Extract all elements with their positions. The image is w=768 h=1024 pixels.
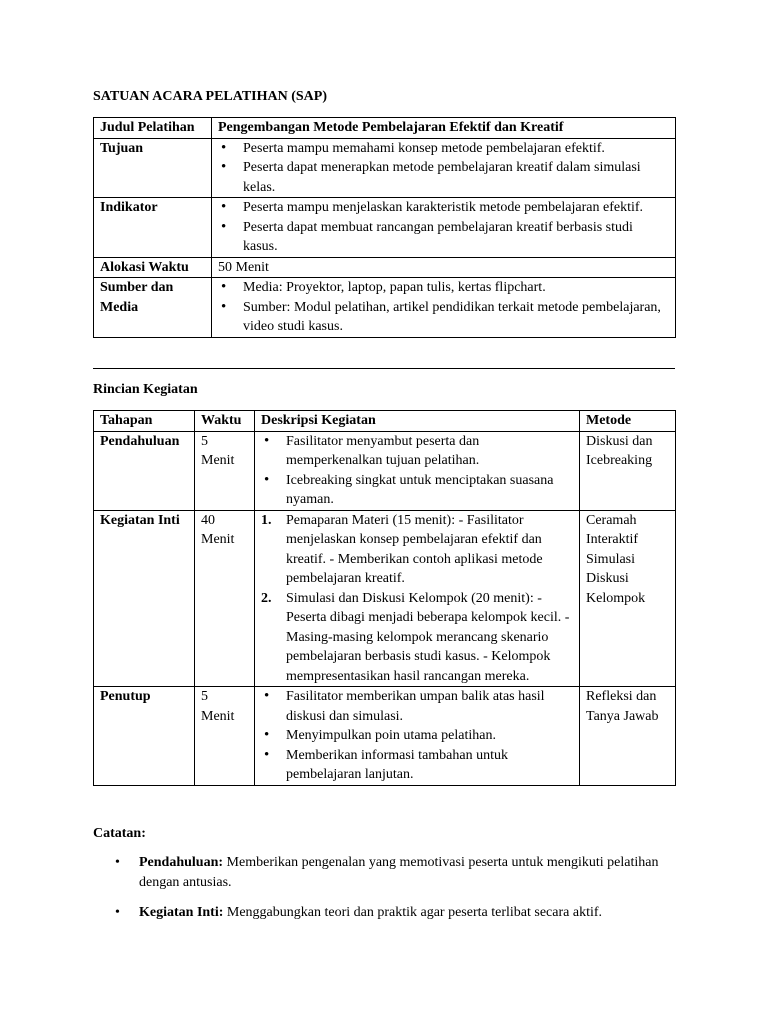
tahapan-cell: Pendahuluan <box>94 431 195 510</box>
training-info-table <box>93 117 676 338</box>
note-item <box>93 853 675 893</box>
waktu-unit: Menit <box>201 708 235 724</box>
sumber-item: • Sumber: Modul pelatihan, artikel pendidikan terkait metode pembelajaran, video studi kasus. <box>218 298 669 337</box>
header-deskripsi: Deskripsi Kegiatan <box>255 411 580 432</box>
section-title: Rincian Kegiatan <box>93 382 198 397</box>
waktu-number: 40 <box>201 512 215 528</box>
metode-line: Diskusi <box>586 571 629 586</box>
tujuan-label: Tujuan <box>94 138 212 198</box>
info-row-tujuan <box>94 138 676 198</box>
metode-line: Ceramah <box>586 512 637 528</box>
alokasi-value: 50 Menit <box>212 257 676 278</box>
sumber-list <box>218 278 669 337</box>
waktu-cell <box>195 510 255 687</box>
note-label: Pendahuluan: <box>139 855 224 870</box>
header-waktu: Waktu <box>195 411 255 432</box>
indikator-item: • Peserta mampu menjelaskan karakteristik metode pembelajaran efektif. <box>218 198 669 218</box>
tujuan-list <box>218 139 669 198</box>
note-label: Kegiatan Inti: <box>139 905 224 920</box>
activity-header-row <box>94 411 676 432</box>
indikator-list <box>218 198 669 257</box>
deskripsi-item: • Fasilitator menyambut peserta dan memperkenalkan tujuan pelatihan. <box>261 432 573 471</box>
sumber-item: • Media: Proyektor, laptop, papan tulis, kertas flipchart. <box>218 278 669 298</box>
item-number: 2. <box>261 590 272 606</box>
deskripsi-item: • Menyimpulkan poin utama pelatihan. <box>261 726 573 746</box>
waktu-cell <box>195 687 255 786</box>
deskripsi-cell <box>255 687 580 786</box>
judul-label: Judul Pelatihan <box>94 118 212 139</box>
info-row-indikator <box>94 198 676 258</box>
tahapan-cell: Kegiatan Inti <box>94 510 195 687</box>
deskripsi-item: • Icebreaking singkat untuk menciptakan suasana nyaman. <box>261 471 573 510</box>
waktu-cell <box>195 431 255 510</box>
activity-row-penutup <box>94 687 676 786</box>
activity-table <box>93 410 676 786</box>
deskripsi-numbered-list <box>261 511 573 687</box>
header-metode: Metode <box>580 411 676 432</box>
waktu-unit: Menit <box>201 453 235 468</box>
deskripsi-cell <box>255 510 580 687</box>
metode-cell: Refleksi dan Tanya Jawab <box>580 687 676 786</box>
deskripsi-numbered-item <box>261 589 573 687</box>
metode-line: Interaktif <box>586 532 639 547</box>
indikator-item: • Peserta dapat membuat rancangan pembelajaran kreatif berbasis studi kasus. <box>218 218 669 257</box>
metode-cell: Diskusi dan Icebreaking <box>580 431 676 510</box>
metode-line: Simulasi <box>586 551 636 567</box>
item-text: Simulasi dan Diskusi Kelompok (20 menit): - Peserta dibagi menjadi beberapa kelompok kecil. - Masing-masing kelompok merancang skenario pembelajaran berbasis studi kasus. - Kelompok mempresentasikan hasil rancangan mereka. <box>286 590 570 684</box>
info-row-alokasi <box>94 257 676 278</box>
deskripsi-item: • Fasilitator memberikan umpan balik atas hasil diskusi dan simulasi. <box>261 687 573 726</box>
waktu-number: 5 <box>201 433 208 449</box>
info-row-sumber <box>94 278 676 338</box>
info-row-judul <box>94 118 676 139</box>
deskripsi-item: • Memberikan informasi tambahan untuk pembelajaran lanjutan. <box>261 746 573 785</box>
alokasi-label: Alokasi Waktu <box>94 257 212 278</box>
deskripsi-list <box>261 687 573 785</box>
activity-row-pendahuluan <box>94 431 676 510</box>
tujuan-item: • Peserta dapat menerapkan metode pembelajaran kreatif dalam simulasi kelas. <box>218 158 669 197</box>
waktu-number: 5 <box>201 689 208 704</box>
header-tahapan: Tahapan <box>94 411 195 432</box>
sumber-label: Sumber dan Media <box>94 278 212 338</box>
note-item <box>93 903 675 923</box>
judul-value: Pengembangan Metode Pembelajaran Efektif dan Kreatif <box>212 118 676 139</box>
deskripsi-cell <box>255 431 580 510</box>
indikator-label: Indikator <box>94 198 212 258</box>
note-text: Memberikan pengenalan yang memotivasi peserta untuk mengikuti pelatihan dengan antusias. <box>139 855 659 890</box>
notes-list <box>93 853 675 933</box>
metode-line: Kelompok <box>586 590 646 606</box>
horizontal-divider <box>93 368 675 369</box>
metode-cell <box>580 510 676 687</box>
tahapan-cell: Penutup <box>94 687 195 786</box>
deskripsi-numbered-item <box>261 511 573 589</box>
item-number: 1. <box>261 512 272 528</box>
activity-row-kegiatan-inti <box>94 510 676 687</box>
deskripsi-list <box>261 432 573 510</box>
tujuan-item: • Peserta mampu memahami konsep metode pembelajaran efektif. <box>218 139 669 159</box>
note-text: Menggabungkan teori dan praktik agar peserta terlibat secara aktif. <box>223 905 603 920</box>
waktu-unit: Menit <box>201 532 235 547</box>
notes-title: Catatan: <box>93 826 146 841</box>
document-title: SATUAN ACARA PELATIHAN (SAP) <box>93 89 328 104</box>
item-text: Pemaparan Materi (15 menit): - Fasilitator menjelaskan konsep pembelajaran efektif dan kreatif. - Memberikan contoh aplikasi metode pembelajaran kreatif. <box>286 512 543 586</box>
